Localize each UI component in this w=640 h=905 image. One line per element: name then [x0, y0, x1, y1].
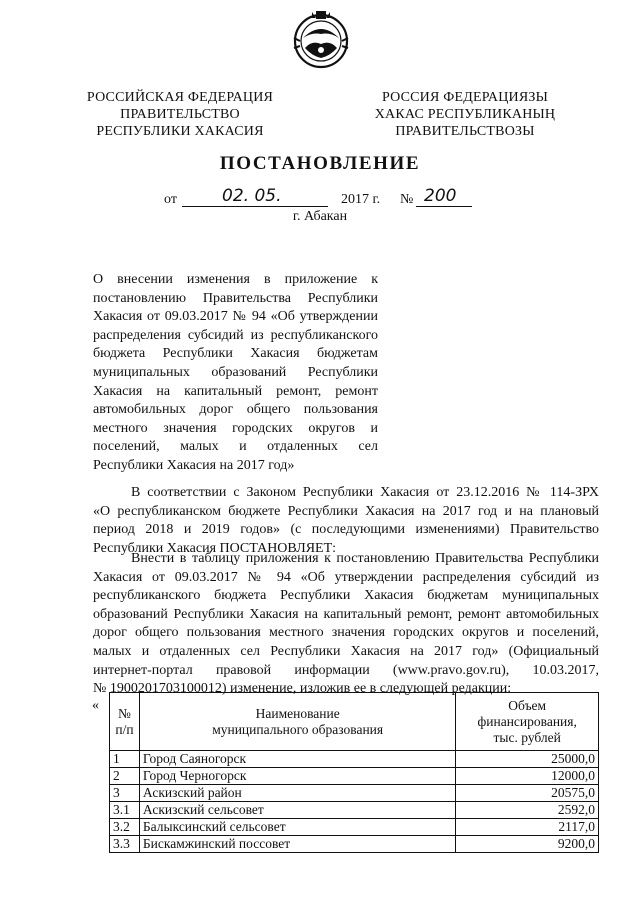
paragraph-line: № 1900201703100012) изменение, изложив ее в следующей редакции: [93, 681, 512, 697]
header-left-block [80, 89, 280, 140]
cell-value: 2117,0 [456, 819, 599, 836]
header-num [110, 693, 140, 751]
subject-line: поселений, малых и отдаленных сел [93, 439, 378, 455]
cell-name: Город Черногорск [139, 768, 455, 785]
header-right-line: ХАКАС РЕСПУБЛИКАНЫҢ [374, 107, 556, 122]
city-line: г. Абакан [292, 209, 348, 224]
cell-value: 2592,0 [456, 802, 599, 819]
year-text: 2017 г. [341, 192, 381, 207]
cell-value: 12000,0 [456, 768, 599, 785]
handwritten-date: 02. 05. [222, 186, 282, 206]
cell-name: Аскизский сельсовет [139, 802, 455, 819]
cell-name: Балыксинский сельсовет [139, 819, 455, 836]
subject-line: Хакасия на капитальный ремонт, ремонт [93, 383, 378, 399]
subject-block [93, 271, 378, 476]
subject-line: местного значения городских округов и [93, 420, 378, 436]
cell-num: 2 [110, 768, 140, 785]
number-underline [416, 206, 472, 207]
table-row [110, 819, 599, 836]
header-name [139, 693, 455, 751]
header-left-line: РЕСПУБЛИКИ ХАКАСИЯ [96, 124, 264, 139]
paragraph-line: период 2018 и 2019 годов» (с последующими изменениями) Правительство [93, 522, 599, 538]
cell-value: 25000,0 [456, 751, 599, 768]
header-num-line: п/п [115, 721, 134, 737]
subject-line: Хакасия от 09.03.2017 № 94 «Об утверждении [93, 309, 378, 325]
cell-num: 3.2 [110, 819, 140, 836]
date-underline [182, 206, 328, 207]
paragraph-line: республиканского бюджета Республики Хакасия бюджетам муниципальных [93, 588, 599, 604]
header-left-line: ПРАВИТЕЛЬСТВО [120, 107, 240, 122]
table-header-row [110, 693, 599, 751]
cell-name: Город Саяногорск [139, 751, 455, 768]
paragraph-amendment [93, 550, 599, 699]
header-right-line: РОССИЯ ФЕДЕРАЦИЯЗЫ [381, 90, 549, 105]
cell-name: Аскизский район [139, 785, 455, 802]
subject-line: постановлению Правительства Республики [93, 290, 378, 306]
financing-table [109, 692, 599, 853]
header-value-line: финансирования, [477, 713, 577, 729]
header-name-line: Наименование [255, 705, 340, 721]
header-right-block [360, 89, 570, 140]
cell-name: Бискамжинский поссовет [139, 836, 455, 853]
paragraph-line: Внести в таблицу приложения к постановлению Правительства Республики [131, 551, 599, 566]
subject-line: муниципальных образований Республики [93, 364, 378, 380]
table-row [110, 768, 599, 785]
header-name-line: муниципального образования [212, 721, 384, 737]
subject-line: О внесении изменения в приложение к [93, 272, 378, 287]
paragraph-line: малых и отдаленных сел Республики Хакасия на 2017 год» (Официальный [93, 643, 599, 659]
handwritten-number: 200 [424, 186, 457, 206]
header-left-line: РОССИЙСКАЯ ФЕДЕРАЦИЯ [86, 90, 274, 105]
cell-num: 3.3 [110, 836, 140, 853]
cell-value: 9200,0 [456, 836, 599, 853]
date-prefix: от [164, 192, 177, 207]
header-value-line: Объем [508, 697, 547, 713]
paragraph-line: образований Республики Хакасия на капитальный ремонт, ремонт автомобильных [93, 606, 599, 622]
cell-num: 3 [110, 785, 140, 802]
table-row [110, 785, 599, 802]
paragraph-line: Республики Хакасия ПОСТАНОВЛЯЕТ: [93, 540, 337, 556]
paragraph-legal-basis [93, 484, 599, 558]
subject-line: Республики Хакасия на 2017 год» [93, 457, 295, 473]
paragraph-line: интернет-портал правовой информации (www.pravo.gov.ru), 10.03.2017, [93, 662, 599, 678]
header-value [456, 693, 599, 751]
table-row [110, 802, 599, 819]
coat-of-arms-emblem [290, 8, 352, 72]
cell-num: 1 [110, 751, 140, 768]
header-num-line: № [118, 705, 131, 721]
opening-quote-mark: « [92, 698, 99, 713]
paragraph-line: В соответствии с Законом Республики Хакасия от 23.12.2016 № 114-ЗРХ [131, 485, 599, 500]
subject-line: автомобильных дорог общего пользования [93, 402, 378, 418]
header-right-line: ПРАВИТЕЛЬСТВОЗЫ [395, 124, 535, 139]
paragraph-line: «О республиканском бюджете Республики Хакасия на 2017 год и на плановый [93, 503, 599, 519]
subject-line: бюджета Республики Хакасия бюджетам [93, 346, 378, 362]
cell-num: 3.1 [110, 802, 140, 819]
cell-value: 20575,0 [456, 785, 599, 802]
table-row [110, 836, 599, 853]
number-sign: № [400, 192, 414, 207]
header-value-line: тыс. рублей [493, 729, 561, 745]
paragraph-line: Хакасия от 09.03.2017 № 94 «Об утверждении распределения субсидий из [93, 569, 599, 585]
paragraph-line: дорог общего пользования местного значения городских округов и поселений, [93, 625, 599, 641]
document-title: ПОСТАНОВЛЕНИЕ [219, 153, 421, 174]
subject-line: распределения субсидий из республиканского [93, 327, 378, 343]
table-row [110, 751, 599, 768]
